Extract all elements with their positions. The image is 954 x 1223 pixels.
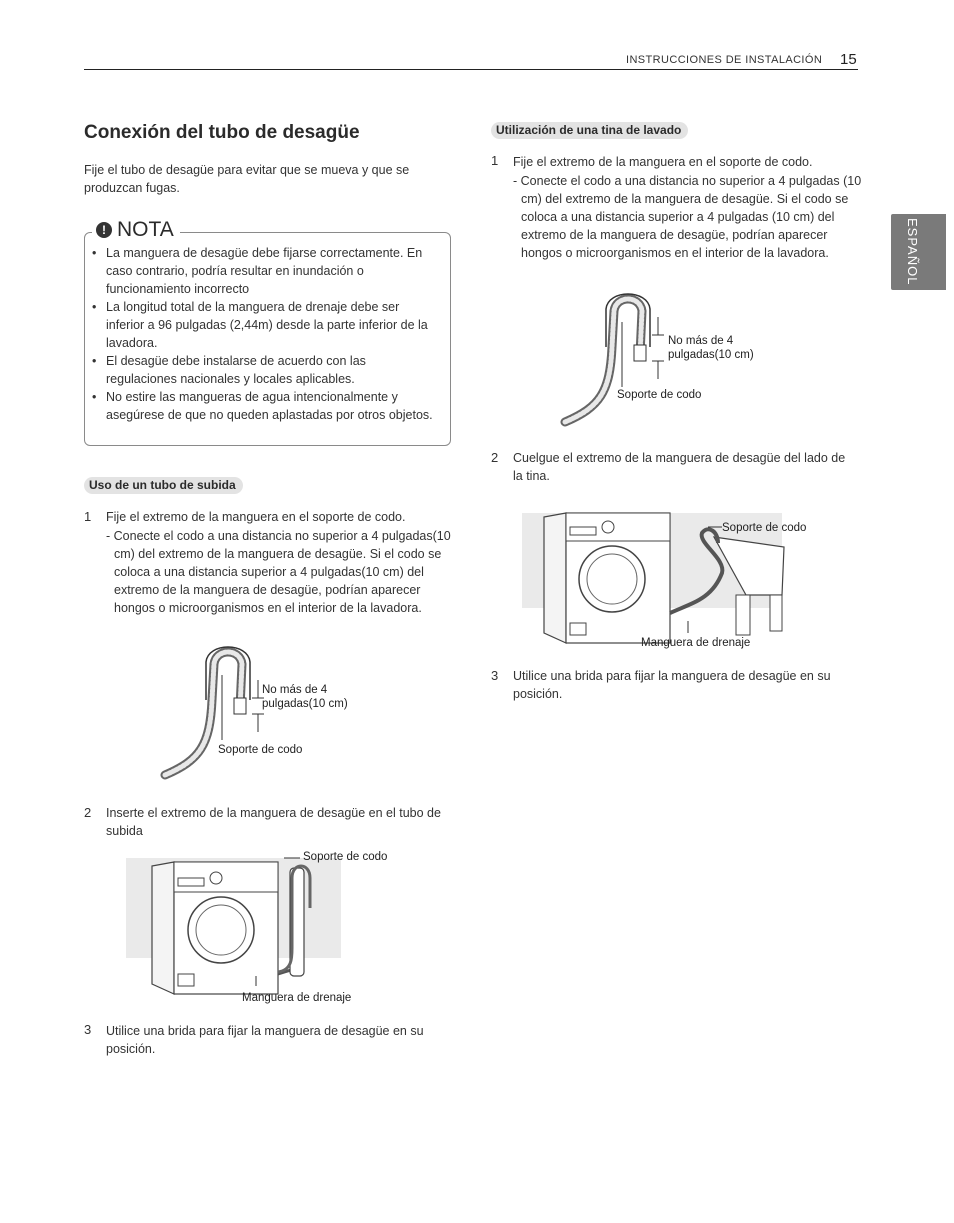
language-tab	[891, 214, 946, 290]
standpipe-step3-number: 3	[84, 1022, 92, 1037]
detergent-drawer	[178, 878, 204, 886]
standpipe-step1-number: 1	[84, 509, 92, 524]
fig1-label-distance: No más de 4	[262, 684, 328, 696]
tub-leg	[770, 595, 782, 631]
tub-step2-text: Cuelgue el extremo de la manguera de desagüe del lado de la tina.	[513, 451, 846, 483]
hose-end	[234, 698, 246, 714]
header-rule	[84, 69, 858, 70]
tub-fig2-label-drain-hose: Manguera de drenaje	[641, 637, 751, 649]
section-intro: Fije el tubo de desagüe para evitar que se mueva y que se produzcan fugas.	[84, 163, 410, 195]
section-title: Conexión del tubo de desagüe	[84, 122, 360, 143]
note-item: • La longitud total de la manguera de drenaje debe ser inferior a 96 pulgadas (2,44m) desde la parte inferior de la lavadora.	[92, 298, 437, 352]
note-item: • La manguera de desagüe debe fijarse correctamente. En caso contrario, podría resultar en inundación o funcionamiento incorrecto	[92, 244, 437, 298]
note-header	[92, 218, 180, 242]
door-inner	[587, 554, 637, 604]
note-list	[92, 244, 437, 424]
tub-fig1-label-elbow: Soporte de codo	[617, 389, 702, 401]
tub-step2-number: 2	[491, 450, 499, 465]
hose-highlight	[565, 299, 642, 422]
tub-leg	[736, 595, 750, 635]
filter-cover	[178, 974, 194, 986]
filter-cover	[570, 623, 586, 635]
standpipe-step2-number: 2	[84, 805, 92, 820]
tub-fig2-label-elbow: Soporte de codo	[722, 522, 807, 534]
standpipe-heading: Uso de un tubo de subida	[84, 477, 243, 494]
elbow-hose-figure-left	[160, 640, 420, 785]
fig1-label-distance-units: pulgadas(10 cm)	[262, 698, 348, 710]
fig2-label-elbow: Soporte de codo	[303, 851, 388, 863]
tub-step3-number: 3	[491, 668, 499, 683]
washer-side	[544, 513, 566, 643]
language-tab-label: ESPAÑOL	[905, 218, 920, 286]
tub-step1-number: 1	[491, 153, 499, 168]
note-label: NOTA	[117, 218, 174, 241]
standpipe-step1-detail: - Conecte el codo a una distancia no superior a 4 pulgadas(10 cm) del extremo de la manguera de desagüe. Si el codo se coloca a una distancia superior a 4 pulgadas(10 cm) del extremo de la manguera de desagüe, podrían aparecer hongos o microorganismos en el interior de la lavadora.	[106, 529, 451, 615]
standpipe-step1-text: Fije el extremo de la manguera en el soporte de codo.	[106, 510, 406, 524]
standpipe-step2-text: Inserte el extremo de la manguera de desagüe en el tubo de subida	[106, 806, 441, 838]
washer-standpipe-figure	[126, 848, 416, 998]
tub-fig1-label-distance-units: pulgadas(10 cm)	[668, 349, 754, 361]
tub-step1-detail: - Conecte el codo a una distancia no superior a 4 pulgadas (10 cm) del extremo de la manguera de desagüe. Si el codo se coloca a una distancia superior a 4 pulgadas (10 cm) del extremo de la manguera de desagüe, podrían aparecer hongos o microorganismos en el interior de la lavadora.	[513, 174, 862, 260]
tub-step3-text: Utilice una brida para fijar la manguera de desagüe en su posición.	[513, 669, 831, 701]
control-panel	[174, 862, 278, 892]
door-inner	[196, 905, 246, 955]
standpipe-step3-text: Utilice una brida para fijar la manguera de desagüe en su posición.	[106, 1024, 424, 1056]
hose-shape	[565, 299, 642, 422]
fig2-label-drain-hose: Manguera de drenaje	[242, 992, 352, 1004]
fig1-label-elbow: Soporte de codo	[218, 744, 303, 756]
washer-side	[152, 862, 174, 994]
note-item: • No estire las mangueras de agua intencionalmente y asegúrese de que no queden aplastadas por otros objetos.	[92, 388, 437, 424]
tub-step1-text: Fije el extremo de la manguera en el soporte de codo.	[513, 155, 813, 169]
laundry-tub-heading: Utilización de una tina de lavado	[491, 122, 688, 139]
detergent-drawer	[570, 527, 596, 535]
dial-knob	[210, 872, 222, 884]
running-header-title: INSTRUCCIONES DE INSTALACIÓN	[626, 54, 823, 66]
dial-knob	[602, 521, 614, 533]
tub-fig1-label-distance: No más de 4	[668, 335, 734, 347]
note-item: • El desagüe debe instalarse de acuerdo con las regulaciones nacionales y locales aplicables.	[92, 352, 437, 388]
warning-icon: !	[96, 222, 112, 238]
page-number: 15	[840, 51, 857, 68]
hose-end	[634, 345, 646, 361]
